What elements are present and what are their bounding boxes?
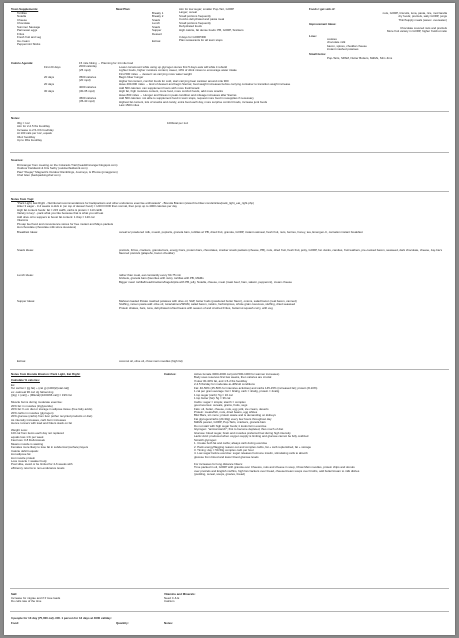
divider <box>10 369 449 370</box>
source-line: Chef Glen (backpackingchef.com) <box>17 173 61 178</box>
meal-note: Combo dehydrated and pasta meal <box>179 17 225 22</box>
calories-line: Fat: 40-50% (45-50% for intensive activities) and carbs 145-15% (increased fat); protein (8-10%) <box>194 385 318 390</box>
foods-sick-list <box>304 12 447 22</box>
calorie-phase-note: Have 400-600 miles → End of dessert and begin Sierras; food weight increases before carrying container to transition weight increase <box>119 82 291 87</box>
calc-calories-title: Calculate % calories: <box>11 378 40 382</box>
town-supplement-item: Parmesan eggs <box>17 28 38 33</box>
yogi-row-text: coconut oil, olive oil, chow mein noodles (high fat) <box>119 359 183 363</box>
town-supplement-item: Cheese <box>17 17 27 22</box>
braxton-left-line: 20% carbs in muscles (glycogen) <box>11 410 54 415</box>
love-item: chocolate milk <box>327 40 346 45</box>
divider <box>10 111 449 112</box>
calorie-phase: First 20 days <box>44 65 61 69</box>
yogi-row-label: Breakfast Ideas: <box>17 230 38 234</box>
calorie-phase-cal: (35-40 mpd) <box>79 98 95 103</box>
town-supplement-item: Summer Sausage <box>17 24 41 29</box>
notes-title: Notes: <box>11 116 20 120</box>
braxton-left-line: lost adipose fat <box>11 452 31 457</box>
calories-line: Time packed in oil, GORP with granola over Cheetos, nuts and cheese in soup, Chow Mein noodles, protein chips and donuts <box>194 465 355 470</box>
yogi-row-text: cereal w/ powdered milk, muesli, poptarts, granola bars, tortillas w/ PB, dried fruit, granola, GORP, instant oatmeal, fresh fruit, nuts, berries, honey, tea, Emergen-C, carnation instant breakfast <box>119 230 363 234</box>
meal-note: Plan restaurants for all town stops <box>179 38 223 43</box>
calorie-phase-cal: (25 mpd) <box>79 67 91 72</box>
calories-line: Protein: meats/fish, nuts, dried beans, egg whites <box>194 409 258 414</box>
braxton-left-line: 20% fat: in muscles (triglyceride) <box>11 403 53 408</box>
yogi-notes-title: Notes from Yogi: <box>11 197 35 201</box>
calories-title: Calories: <box>164 372 177 376</box>
braxton-left-line: Females more likely to lose fat in subdermal (surface) layers <box>11 445 89 450</box>
calorie-phase-note: Add 500 calories: can supplement hours with more fresh/snack <box>119 85 200 90</box>
vitamins-line: Need C & E <box>164 596 180 600</box>
calories-line: Lactic Acid: produced when oxygen supply is limiting and glucose cannot be fully oxidized <box>194 434 309 439</box>
notes-right-value: 100/kcal per 1oz <box>167 121 189 125</box>
meal-plan-meals <box>152 12 163 43</box>
vitamins-list <box>164 597 179 604</box>
calorie-phase-cal: 3500 calories <box>79 74 97 79</box>
calorie-phase-cal: 4000 calories <box>79 85 97 90</box>
meal-label: Snack <box>152 24 161 29</box>
calories-line: Scratch glycogen: <box>194 437 217 442</box>
calories-line: Fats: oil, butter, cheese, nuts, egg yolk, ice cream, deserts <box>194 406 269 411</box>
yogi-intro-line: Hiker 3 eager - 3-4 weeks to kick in (on top of dessert food) = 1/20 FOOD than normal, then jump up to 4000 calories per day <box>17 204 177 209</box>
calories-line: Glucose: blood sugar, brain and muscles preferred fuel during high intensity <box>194 430 291 435</box>
calorie-phase: 20 days <box>44 75 55 80</box>
source-line: Drinnanger from meeting on the Colorado Trail (headdrinnanger.blogspot.com) <box>17 163 118 167</box>
town-supplement-item: Ice cream <box>17 38 30 43</box>
calorie-phase-note: Lower cal amount while using up glycogen stores first 5 days eats will while it rebuild <box>119 65 227 69</box>
calories-line: over pretzels and English muffins, high fat crackers over bread, cheese/cream soups over broths, add butter/cream to milk dishes <box>194 468 360 473</box>
calorie-phase-note: Have 800 miles → Hunger and fitness in peak condition and mileage increases after Sierras <box>119 92 237 97</box>
braxton-left-line: As intensity increases, carb burn increases <box>11 417 66 422</box>
meal-note: 3 days for GORP/RD <box>179 34 206 39</box>
calorie-phase-cal: (20 mpd) <box>79 78 91 83</box>
calories-line: Do not start with high sugar foods; it looks fat in exercise <box>194 423 267 428</box>
document-page <box>4 3 455 635</box>
love-item: bacon, spices, cheddar cheese <box>327 43 367 48</box>
braxton-left-line: equals loss 1 lb per week <box>11 434 44 439</box>
calorie-agenda-title: Calorie Agenda: <box>11 61 34 65</box>
town-supplement-item: Tortillas <box>17 11 27 15</box>
meal-note: Aim for low sugar; smaller Pop-Tart, GORP <box>179 7 235 11</box>
love-item: instant mashed potatoes <box>327 47 359 52</box>
yogi-intro-line: Add olive oil to suppers to boost fat content: 1 tbsp = 120 cal <box>17 214 95 219</box>
calories-line: Fat glycogen/carbs (20-30g) every few hours throughout day <box>194 416 272 421</box>
calorie-phase: 30 days <box>44 89 55 94</box>
calories-line: (pudding, cereal, soups, gravies, bread) <box>194 472 245 477</box>
calorie-phase-cal: (30-35 mpd) <box>79 88 95 93</box>
notes-list <box>17 122 54 143</box>
braxton-left-line: Means muscle is wasting <box>11 441 44 446</box>
meal-label: Supper <box>152 28 162 33</box>
foods-sick-title: Foods I get sick of: <box>309 7 336 11</box>
calorie-phase-note: High fat, high moisture content, more food, more comfort foods, add more snacks <box>119 89 223 94</box>
calories-line: 3. Timing: day = 50-50g complex carb per hour <box>194 447 254 452</box>
yogi-row-text: rather than meal, eat constantly every 60-75 min brickets, granola bars (favorites with nuts), tortillas with PB, M&Ms Bigger meal: tortilla/bread/crackers/bagels/pita with PB, jelly, Nutella, cheese, meat (roast beef, ham, salami, pepperoni), cream cheese <box>119 273 292 284</box>
improvement-list <box>304 27 447 34</box>
yogi-intro-line: "Pack Light, Eat Right - Nutritional recommendations for backpackers and other endurance exercise enthusiasts" - Brenda Braxton (www.thru-hiker.com/articles/pack_light_eat_right.php) <box>17 201 254 205</box>
braxton-left-list <box>11 384 92 470</box>
calorie-phase-cal: 15 mile hiking → Planning for 14 mile food <box>79 61 134 65</box>
vitamins-title: Vitamins and Minerals: <box>164 592 196 596</box>
sources-list <box>17 164 118 178</box>
divider <box>10 152 449 153</box>
calorie-phase-notes <box>119 66 290 107</box>
town-supplement-item: Fresh fruit and veg <box>17 35 42 40</box>
braxton-left-line: [(2g) × (cal)] ÷ (96kcal)/(1000/96 cal)] = 19% fat <box>11 393 72 398</box>
yogi-intro-line: Hot chocolate (chocolate milk since stoveless) <box>17 225 77 230</box>
salt-title: Salt: <box>11 592 18 596</box>
notes-line: 34oz food/day <box>17 134 36 139</box>
yogi-row-label: Supper Ideas: <box>17 299 35 303</box>
braxton-left-line: Muscle burns during moderate exercise: <box>11 400 63 405</box>
town-supplements-list <box>17 12 41 47</box>
source-line: Paul "Peejay" Magnetti's Outdoor Ramblings, Journeys, & Photos (pmagpcom) <box>17 169 118 174</box>
braxton-left-line: 20% fat: fr-om diet or storage in adipose tissue (free fatty acids) <box>11 407 93 412</box>
notes-line: Up to 3lbs food/day <box>17 138 42 143</box>
calories-line: M&Ms peanut, GORP, Pop-Tarts, crackers, granola bars <box>194 420 266 425</box>
improvement-title: Improvement Ideas: <box>309 22 337 26</box>
meal-note: Small portions frequently <box>179 20 211 25</box>
calories-line: Carbs: sugar = simple; starch = complex <box>194 399 246 404</box>
meal-note: High calorie, fat dense foods: PB, GORP, Snickers <box>179 27 244 32</box>
calorie-phases <box>44 66 61 94</box>
yogi-intro-line: Variety is key! - pack what you like because that is what you will eat <box>17 211 104 216</box>
calories-line: 1 tsp butter (fat): 5g = 36 cal <box>194 396 231 401</box>
braxton-left-line: Hence runners with load and hikers stack on fat <box>11 420 72 425</box>
calories-line: 4. Low sugar before exercise: sugar releases hormone insulin, stimulating cells to absorb <box>194 451 308 456</box>
yogi-intro-line: Vitamins <box>17 218 29 223</box>
meal-note: Larger; cereal <box>179 10 197 15</box>
notes-line: Increase to 2.5-3 lb food/day <box>17 127 54 132</box>
braxton-left-line: Weight Loss: <box>11 427 28 432</box>
notes-line: Aim for 2-2.5 lbs food/day <box>17 124 50 129</box>
yogi-row-label: Lunch Ideas: <box>17 273 34 277</box>
braxton-left-line: lost muscle protein <box>11 455 36 460</box>
town-supplement-item: Fritos <box>17 31 25 36</box>
braxton-left-line: Fast loss: 0.8 lbs/km/week <box>11 438 45 443</box>
love-title: Love: <box>309 34 317 38</box>
calorie-phase: 20 days <box>44 82 55 87</box>
calories-line: For increases for long distance hikers: <box>194 461 243 466</box>
footer-title: 3 people for 13 day (75,000 cal) -OR- 1 person for 13 days at 4000 cal/day: <box>11 616 112 620</box>
calorie-phase-note: Lighter foods, higher moisture content, sweet, 10% of drink mixes to encourage water intake <box>119 68 237 73</box>
calories-line: 1. Create both fat and carbs; always carb during exercise <box>194 441 268 446</box>
calorie-phase-note: First 500 miles → dessert: as carrying more water weight <box>119 71 192 76</box>
meal-label: Snack <box>152 17 161 22</box>
calorie-phase-cal: 4500 calories <box>79 95 97 100</box>
foods-sick-item: dry foods; pretzels, salty GORP, jungs <box>398 14 447 19</box>
small-items-title: Small items: <box>309 52 327 56</box>
yogi-intro-list <box>17 202 254 230</box>
divider <box>10 191 449 192</box>
braxton-notes-title: Notes from Brenda Braxton: Pack Light, Eat Right: <box>11 372 81 376</box>
braxton-left-line: ex: oatmeal 96 cal: 2g fat/serving <box>11 389 54 394</box>
braxton-left-line: 20% glucose (carbs) from liver (either recycled products or diet) <box>11 414 93 419</box>
notes-line: At 100 cals per 1oz, equals <box>17 131 52 136</box>
braxton-left-line: 100 cal from items each day not replaced <box>11 431 64 436</box>
meal-label: Lunch <box>152 21 160 26</box>
calories-line: Glycogen: "animal starch"; first to become depleted, thus much of diet <box>194 427 284 432</box>
town-supplement-item: Nutella <box>17 14 26 19</box>
meal-note: Small portions frequently <box>179 13 211 18</box>
calorie-phase-cal: 2000 cals/day <box>79 64 97 69</box>
calories-line: 1 tsp sugar (carb): 5g = 16 cal <box>194 392 233 397</box>
divider <box>10 611 449 612</box>
braxton-left-line: %c cal fat = [(g fat) ÷ (cal g) (1000)/(total cal)] <box>11 386 70 391</box>
source-line: Outdoor Fieldwork & Kris Sethy (outdoorfieldwork.com) <box>17 166 88 171</box>
sources-title: Sources: <box>11 158 24 162</box>
calorie-phase-note: Add 500 calories: not able to supplement food in town stops, request more food in resupplies if necessary <box>119 96 254 101</box>
meal-plan-title: Meal Plan: <box>116 7 131 11</box>
meal-label: Dessert <box>152 31 162 36</box>
meal-plan-notes <box>179 8 244 43</box>
vitamins-line: Calcium <box>164 599 175 604</box>
salt-line: Do cells rate of the time <box>11 599 42 604</box>
calorie-phase-note: Begin hiker hunger <box>119 75 144 80</box>
improvement-item: More fruit variety in GORP, higher fruit/nut ratio <box>386 29 447 34</box>
calories-line: good sources: cereals, grains, fruits, vegs <box>194 403 248 408</box>
yogi-row-label: Snack Ideas: <box>17 248 34 252</box>
braxton-left-line: efficiency returns to non-endurance levels <box>11 465 65 470</box>
calories-line: glucose from blood and lower blood glucose levels <box>194 454 259 459</box>
calorie-phase-note: Last 1500 miles <box>119 102 140 107</box>
calorie-phase-note: Higher fat content, comfort foods for cold, start carrying bear canister around mile 900 <box>119 78 229 83</box>
calories-line: If slow 30-40% fat, and 1.5-2 lbs food/day <box>194 378 248 383</box>
notes-line: 30g = 1oz <box>17 121 30 125</box>
improvement-item: Chocolate covered nuts and pretzels <box>400 26 447 30</box>
calories-list <box>194 373 359 477</box>
yogi-intro-line: High fat content foods: fat = 215 cal/lb, carbs & protein = 113 cal/lb <box>17 207 103 212</box>
love-list <box>327 38 367 52</box>
footer-food-label: Food: <box>11 621 20 625</box>
salt-line: Increase for migrae and if fr lose loads <box>11 596 61 600</box>
meal-label: Extras: <box>152 38 161 43</box>
foods-sick-item: nuts, GORP, triscuits, tuna, pasta, rice, mozzarella <box>382 11 447 15</box>
town-supplement-item: Chocolate <box>17 21 31 26</box>
town-supplement-item: Peppermint Sticks <box>17 42 41 47</box>
braxton-left-line: Calorie deficit equals: <box>11 448 39 453</box>
footer-quantity-label: Quantity: <box>116 621 129 625</box>
small-items-text: Pop-Tarts, SPAM, Nutter Butters, M&Ms, Slim Jims <box>327 56 393 60</box>
braxton-left-line: Post Hike, avoid or be limited for 4-6 weeks with <box>11 462 73 467</box>
meal-note: Dehydrated foods <box>179 24 202 29</box>
yogi-intro-line: Pit-sap feel food and convenience stores for free mutant and Mayo packets <box>17 221 114 226</box>
meal-label: Breaky 1 <box>152 11 164 15</box>
yogi-row-text: pretzels, Fritos, crackers, granola bars, energy bars, protein bars, chocolates, cracker snack packets (cheese, PB), nuts, dried fruit, fresh fruit, jerky, GORP, fun dunks, candies, fruit leathers, pre-cooked bacon, seaweed, dark chocolate, cheese, Jay-bie's flavored pretzels (jalapeño, bacon cheddar) <box>119 248 443 256</box>
divider <box>10 588 449 589</box>
braxton-left-line: Ex: <box>11 383 16 387</box>
foods-sick-item: Thin/Supply meals (assoc. overeaten) <box>398 17 447 22</box>
love-item: cookies <box>327 37 337 41</box>
calories-line: Body uses reserves first few weeks, then calories are crucial <box>194 375 272 380</box>
calories-line: 2-2.5 lbs/day for moderate-to-difficult conditions <box>194 382 255 387</box>
calorie-phase-note: Highest fat content, lots of snacks and candy, extra food each day, more surprise comfort foods, increase junk foods <box>119 99 268 104</box>
calories-line: 1 cal per gram average: fat = 9cal/g, carb = 4cal/g, protein = 4cal/g <box>194 389 280 394</box>
footer-notes-label: Notes: <box>164 621 173 625</box>
salt-list <box>11 597 60 604</box>
braxton-left-line: Loss muscle = weaker body <box>11 458 47 463</box>
calories-line: Active female 3000-4000 cal (cold 500-1000 for warmer increases) <box>194 372 280 376</box>
yogi-row-text: Mahoan loaded Potato mashed potatoes with olive oil, S&P, better buds (powdered butter flavor), onions, salad bacon (real bacon, canned) Stuffing, ramen pasta add: olive oil, tuna/salmon/SPAM, salad bacon, raisins, herbs/spices, whole grain couscous, stuffing, dried seaweed Protein shakes, bars, tuna, dehydrated refried beans with season of and crushed Fritos, butternut squash curry, with veg <box>119 299 297 310</box>
meal-label: Breaky 2 <box>152 14 164 19</box>
town-supplements-title: Town Supplements: <box>11 7 39 11</box>
calories-line: B&J Bars, sin more; protein waste and is demanding on kidneys <box>194 413 276 418</box>
calories-line: 2. Pack energy/flagging reason out and complex carbs, fat + carb replenished, fat + storage <box>194 444 311 449</box>
yogi-row-label: Extras: <box>17 359 26 363</box>
